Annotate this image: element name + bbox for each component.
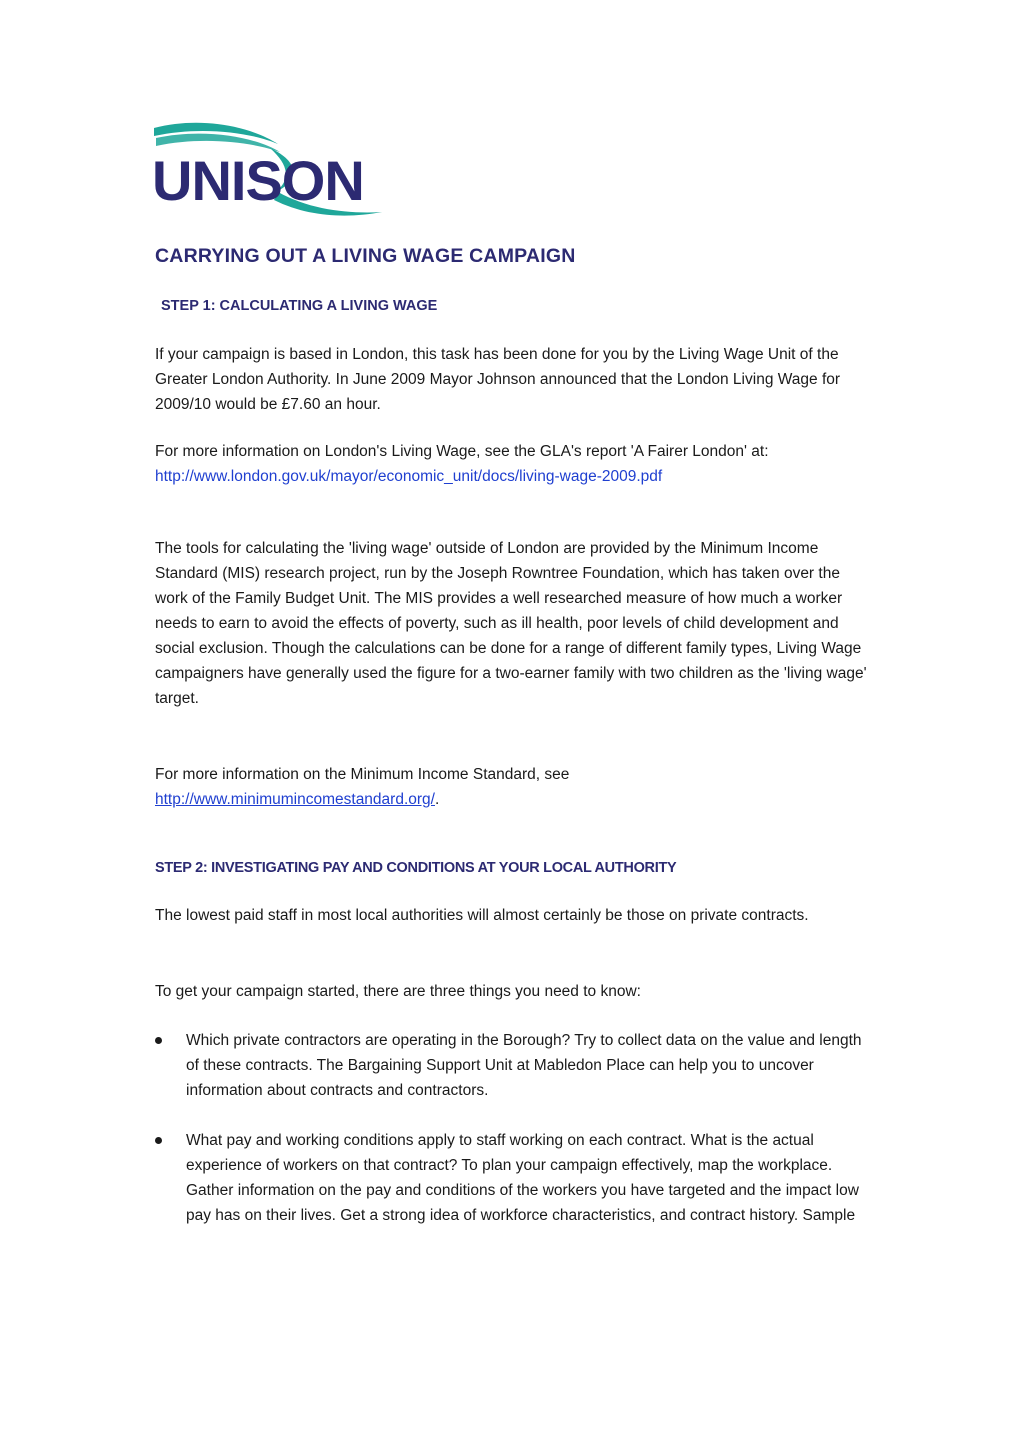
logo-wordmark: UNISON <box>152 149 364 212</box>
step1-paragraph-3: The tools for calculating the 'living wage' outside of London are provided by the Minimum Income Standard (MIS) research project, run by the Joseph Rowntree Foundation, which has taken over the work of the Family Budget Unit. The MIS provides a well researched measure of how much a worker needs to earn to avoid the effects of poverty, such as ill health, poor levels of child development and social exclusion. Though the calculations can be done for a range of different family types, Living Wage campaigners have generally used the figure for a two-earner family with two children as the 'living wage' target. <box>155 540 867 707</box>
unison-logo <box>150 118 386 222</box>
step2-heading: STEP 2: INVESTIGATING PAY AND CONDITIONS AT YOUR LOCAL AUTHORITY <box>155 860 677 876</box>
bullet-icon <box>155 1137 162 1144</box>
step1-paragraph-2 <box>155 439 873 489</box>
step2-paragraph-1: The lowest paid staff in most local authorities will almost certainly be those on private contracts. <box>155 907 809 924</box>
page-title: CARRYING OUT A LIVING WAGE CAMPAIGN <box>155 245 576 267</box>
bullet-icon <box>155 1037 162 1044</box>
step1-paragraph-4-end: . <box>434 791 440 808</box>
step1-heading: STEP 1: CALCULATING A LIVING WAGE <box>161 298 438 314</box>
step2-bullet-list <box>155 1028 873 1253</box>
step1-paragraph-4-text: For more information on the Minimum Income Standard, see <box>155 766 570 783</box>
bullet-text: What pay and working conditions apply to staff working on each contract. What is the actual experience of workers on that contract? To plan your campaign effectively, map the workplace. Gather information on the pay and conditions of the workers you have targeted and the impact low pay has on their lives. Get a strong idea of workforce characteristics, and contract history. Sample <box>186 1132 859 1224</box>
gla-report-link[interactable]: http://www.london.gov.uk/mayor/economic_unit/docs/living-wage-2009.pdf <box>155 468 663 485</box>
step1-paragraph-2-text: For more information on London's Living Wage, see the GLA's report 'A Fairer London' at: <box>155 443 769 460</box>
mis-link[interactable]: http://www.minimumincomestandard.org/ <box>155 791 435 808</box>
step2-paragraph-2: To get your campaign started, there are three things you need to know: <box>155 983 641 1000</box>
bullet-text: Which private contractors are operating in the Borough? Try to collect data on the value and length of these contracts. The Bargaining Support Unit at Mabledon Place can help you to uncover information about contracts and contractors. <box>186 1032 862 1099</box>
step1-paragraph-4 <box>155 762 873 812</box>
list-item <box>155 1128 873 1228</box>
step1-paragraph-1: If your campaign is based in London, this task has been done for you by the Living Wage Unit of the Greater London Authority. In June 2009 Mayor Johnson announced that the London Living Wage for 2009/10 would be £7.60 an hour. <box>155 346 841 413</box>
list-item <box>155 1028 873 1103</box>
